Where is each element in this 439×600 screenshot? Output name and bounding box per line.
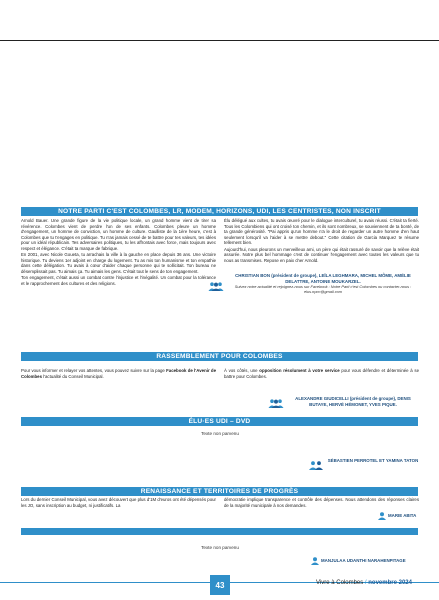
paragraph: À vos côtés, une opposition résolument à votre service pour vous défendre et déterminée à se battre pour Colombes. <box>224 368 419 379</box>
section-title-rassemblement: RASSEMBLEMENT POUR COLOMBES <box>21 352 418 361</box>
text-not-received: Texte non parvenu <box>201 545 239 550</box>
section-5-signature: MANJULAA UDANTHI NARAHENPITAGE <box>321 558 406 563</box>
paragraph: Élu délégué aux cultes, tu avais œuvré pour le dialogue interculturel, tu avais réussi. C'était ta fierté. Tous les Colombiens qui ont croisé ton chemin, et ils sont nombreux, se souviennent de ta bonté, de ta grande générosité. "Pai appris qu'un homme n'a le droit de regarder un autre homme d'en haut seulement lorsqu'il va l'aider à se mettre debout." Cette citation de Garcia Marquez te résume tellement bien. <box>224 218 419 246</box>
text-not-received: Texte non parvenu <box>201 431 239 436</box>
paragraph: En 2001, avec Nicole Goueta, tu arrachais la ville à la gauche en place depuis 36 ans. Une victoire historique. Tu deviens 1er adjoint en charge du logement. Tu as mis ton humanisme et ton empathie dans cette délégation. Tu avais à cœur d'aider chaque personne qui te sollicitait. Ton bureau ne désemplissait pas. Tu aimais ça. Tu aimais les gens. C'était tout le sens de ton engagement. <box>21 252 216 274</box>
paragraph: démocratie implique transparence et contrôle des dépenses. Nous attendons des réponses claires de la majorité municipale à nos demandes. <box>224 497 419 508</box>
paragraph: Arnold Bauer. Une grande figure de la vie politique locale, un grand homme vient de tirer sa révérence. Colombes vient de perdre l'un de ses enfants. Colombes pleure un homme d'engagement, un homme de conviction, un homme de culture. Gaulliste de la 1ère heure, c'est à Colombes que tu t'engages en politique. Tu n'as jamais cessé de te battre pour tes valeurs, tes idées pour un idéal républicain. Tes adversaires politiques, tu les affrontais avec force, mais toujours avec respect et élégance. C'était ta marque de fabrique. <box>21 218 216 251</box>
section-title-renaissance: RENAISSANCE ET TERRITOIRES DE PROGRÈS <box>21 487 418 496</box>
section-2-left-column <box>21 368 216 379</box>
group-people-icon <box>308 461 324 470</box>
section-1-signature <box>227 273 419 295</box>
signature-contact: Suivez notre actualité et rejoignez-nous sur Facebook : Notre Parti c'est Colombes ou contacter-nous : elus.npcc@gmail.com <box>234 284 412 294</box>
section-title-notre-parti: NOTRE PARTI C'EST COLOMBES, LR, MODEM, HORIZONS, UDI, LES CENTRISTES, NON INSCRIT <box>21 207 418 216</box>
single-person-icon <box>378 512 386 520</box>
signature-names: CHRISTIAN BON (président de groupe), LEÏLA LEGHMARA, MICHEL MÔME, AMÉLIE DELATTRE, ANTOINE MOUKARZEL. <box>235 273 411 284</box>
section-1-left-column <box>21 218 216 286</box>
section-2-signature: ALEXANDRE GIUDICELLI (président de groupe), DENIS BUTAYE, HERVÉ HÉMONET, YVES PIQUE. <box>295 396 411 407</box>
magazine-name: Vivre à Colombes <box>316 580 364 586</box>
issue-date: novembre 2024 <box>368 580 412 586</box>
footer-publication <box>316 580 412 586</box>
page-number: 43 <box>210 575 230 595</box>
group-people-icon <box>268 399 284 408</box>
top-divider <box>0 40 439 41</box>
section-4-left-column <box>21 497 216 508</box>
paragraph: Ton engagement, c'était aussi un combat contre l'injustice et l'inégalité. Un combat pour la tolérance et le rapprochement des cultures et des religions. <box>21 275 216 286</box>
footer-separator: / <box>364 580 367 586</box>
facebook-link-text: Facebook de l'Avenir de Colombes <box>21 368 217 379</box>
paragraph: Pour vous informer et relayer vos attentes, vous pouvez suivre sur la page Facebook de l'Avenir de Colombes l'actualité du Conseil Municipal. <box>21 368 217 379</box>
section-4-right-column <box>224 497 419 508</box>
paragraph: Lors du dernier Conseil Municipal, vous avez découvert que plus d'1M d'euros ont été dépensés pour les JO, sans inscription au budget, ni justificatifs. La <box>21 497 216 508</box>
paragraph: Aujourd'hui, nous pleurons un merveilleux ami, un père qui était rassuré de savoir que la relève était assurée. Notre plus bel hommage c'est de continuer l'engagement avec toutes les valeurs que tu nous as transmises. Repose en paix cher Arnold. <box>224 246 419 263</box>
section-2-right-column <box>224 368 419 379</box>
section-title-udi-dvd: ÉLU·ES UDI – DVD <box>21 417 418 426</box>
section-1-right-column <box>224 218 419 263</box>
single-person-icon <box>311 557 319 565</box>
group-people-icon <box>208 282 224 291</box>
section-3-signature: SÉBASTIEN PERROTEL ET YAMINA TATON <box>327 458 419 463</box>
section-title-5 <box>21 528 418 535</box>
section-4-signature: MARIE ABITA <box>388 513 417 518</box>
